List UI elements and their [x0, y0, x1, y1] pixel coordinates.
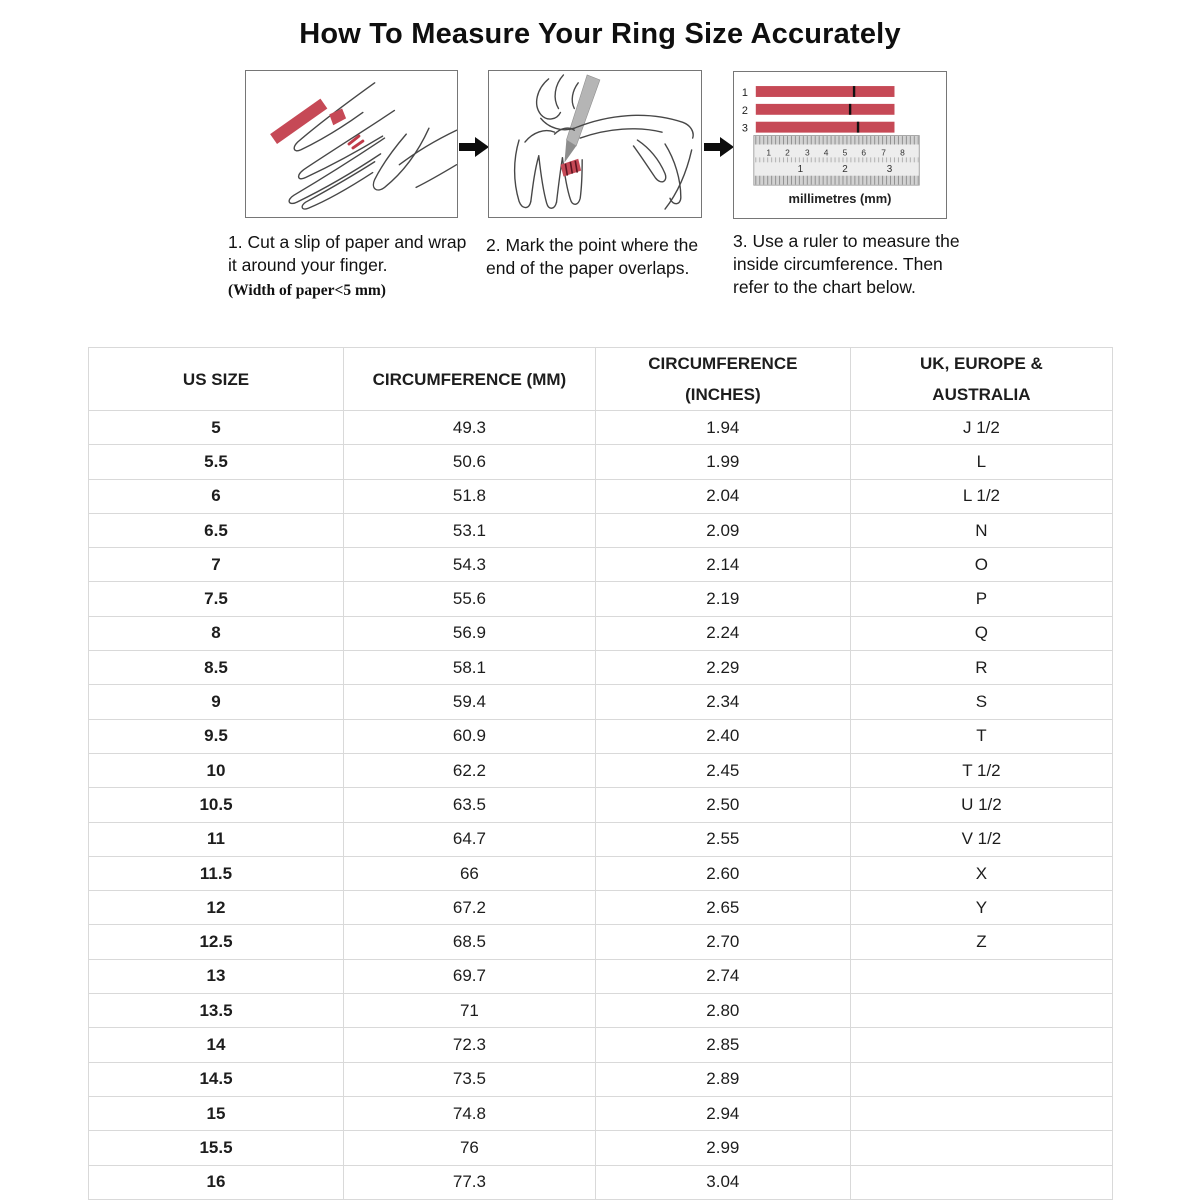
- table-cell: 51.8: [343, 479, 595, 513]
- table-cell: 9: [89, 685, 344, 719]
- table-cell: 2.50: [595, 788, 850, 822]
- svg-text:2: 2: [842, 164, 848, 176]
- paper-strip-icon: [270, 99, 327, 144]
- strips-and-ruler-illustration: [734, 72, 946, 218]
- table-cell: Z: [850, 925, 1112, 959]
- table-cell: [850, 1131, 1112, 1165]
- table-row: [89, 856, 1113, 890]
- table-cell: 9.5: [89, 719, 344, 753]
- table-cell: 2.70: [595, 925, 850, 959]
- table-cell: 53.1: [343, 513, 595, 547]
- table-cell: 58.1: [343, 651, 595, 685]
- table-cell: 50.6: [343, 445, 595, 479]
- step2-illustration-panel: [488, 70, 702, 218]
- table-row: [89, 616, 1113, 650]
- svg-text:3: 3: [886, 164, 893, 176]
- table-row: [89, 959, 1113, 993]
- table-row: [89, 1131, 1113, 1165]
- table-cell: [850, 1062, 1112, 1096]
- table-row: [89, 445, 1113, 479]
- table-row: [89, 513, 1113, 547]
- table-cell: O: [850, 548, 1112, 582]
- table-cell: V 1/2: [850, 822, 1112, 856]
- table-cell: 69.7: [343, 959, 595, 993]
- column-header-us-size: US SIZE: [89, 348, 344, 411]
- table-cell: [850, 1096, 1112, 1130]
- table-row: [89, 479, 1113, 513]
- table-cell: 72.3: [343, 1028, 595, 1062]
- table-cell: 7.5: [89, 582, 344, 616]
- table-cell: 54.3: [343, 548, 595, 582]
- table-cell: 3.04: [595, 1165, 850, 1199]
- step3-illustration-panel: [733, 71, 947, 219]
- table-cell: 2.04: [595, 479, 850, 513]
- ruler-unit-label: millimetres (mm): [788, 190, 892, 206]
- table-cell: 56.9: [343, 616, 595, 650]
- table-cell: 10.5: [89, 788, 344, 822]
- hand-outline: [289, 83, 456, 209]
- table-cell: [850, 994, 1112, 1028]
- strip-label-2: 2: [741, 104, 748, 117]
- finger-band-icon: [329, 108, 346, 125]
- table-cell: 1.94: [595, 411, 850, 445]
- table-cell: 8: [89, 616, 344, 650]
- table-cell: 15.5: [89, 1131, 344, 1165]
- table-cell: 11: [89, 822, 344, 856]
- table-cell: [850, 1028, 1112, 1062]
- measured-hand-outline: [515, 128, 692, 209]
- table-cell: 10: [89, 753, 344, 787]
- table-row: [89, 994, 1113, 1028]
- table-cell: 11.5: [89, 856, 344, 890]
- table-cell: T: [850, 719, 1112, 753]
- table-cell: P: [850, 582, 1112, 616]
- strip-mark-icon: [857, 122, 859, 133]
- table-cell: 71: [343, 994, 595, 1028]
- svg-text:6: 6: [861, 147, 867, 158]
- column-header-circumference-inches: CIRCUMFERENCE (INCHES): [595, 348, 850, 411]
- table-cell: 73.5: [343, 1062, 595, 1096]
- table-row: [89, 1096, 1113, 1130]
- step1-illustration-panel: [245, 70, 458, 218]
- table-cell: 2.80: [595, 994, 850, 1028]
- step1-caption-text: 1. Cut a slip of paper and wrap it around your finger.: [228, 232, 467, 275]
- overlap-mark-icon: [349, 136, 363, 148]
- table-cell: [850, 959, 1112, 993]
- svg-text:7: 7: [881, 147, 886, 158]
- table-row: [89, 822, 1113, 856]
- table-row: [89, 548, 1113, 582]
- column-header-circumference-mm: CIRCUMFERENCE (MM): [343, 348, 595, 411]
- table-cell: R: [850, 651, 1112, 685]
- table-row: [89, 925, 1113, 959]
- table-cell: Q: [850, 616, 1112, 650]
- table-cell: N: [850, 513, 1112, 547]
- table-cell: 2.09: [595, 513, 850, 547]
- table-cell: 7: [89, 548, 344, 582]
- paper-width-note: (Width of paper<5 mm): [228, 281, 386, 299]
- table-row: [89, 788, 1113, 822]
- strip-mark-icon: [849, 104, 851, 115]
- table-cell: 63.5: [343, 788, 595, 822]
- step2-caption: [486, 234, 710, 280]
- svg-text:3: 3: [804, 147, 810, 158]
- table-row: [89, 891, 1113, 925]
- table-row: [89, 1165, 1113, 1199]
- table-cell: 68.5: [343, 925, 595, 959]
- table-cell: 2.89: [595, 1062, 850, 1096]
- size-table-body: [89, 411, 1113, 1200]
- table-row: [89, 685, 1113, 719]
- strip-label-1: 1: [741, 86, 748, 99]
- svg-text:2: 2: [785, 147, 790, 158]
- table-header-row: [89, 348, 1113, 411]
- hand-with-paper-strip-illustration: [246, 71, 457, 217]
- table-row: [89, 753, 1113, 787]
- svg-text:5: 5: [842, 147, 848, 158]
- table-cell: 15: [89, 1096, 344, 1130]
- table-cell: L 1/2: [850, 479, 1112, 513]
- svg-text:1: 1: [797, 164, 804, 176]
- table-cell: U 1/2: [850, 788, 1112, 822]
- table-cell: 2.60: [595, 856, 850, 890]
- table-cell: Y: [850, 891, 1112, 925]
- table-cell: 5: [89, 411, 344, 445]
- marking-pencil-illustration: [489, 71, 701, 217]
- table-cell: 1.99: [595, 445, 850, 479]
- table-cell: 2.55: [595, 822, 850, 856]
- table-cell: 5.5: [89, 445, 344, 479]
- table-cell: 8.5: [89, 651, 344, 685]
- table-cell: 59.4: [343, 685, 595, 719]
- table-cell: 2.65: [595, 891, 850, 925]
- table-cell: 2.34: [595, 685, 850, 719]
- table-cell: 55.6: [343, 582, 595, 616]
- ruler-icon: [754, 136, 919, 186]
- table-cell: 74.8: [343, 1096, 595, 1130]
- table-cell: S: [850, 685, 1112, 719]
- table-cell: 2.74: [595, 959, 850, 993]
- table-cell: X: [850, 856, 1112, 890]
- table-cell: [850, 1165, 1112, 1199]
- table-cell: 66: [343, 856, 595, 890]
- table-cell: T 1/2: [850, 753, 1112, 787]
- table-row: [89, 1062, 1113, 1096]
- table-row: [89, 651, 1113, 685]
- table-cell: 2.45: [595, 753, 850, 787]
- strip-mark-icon: [853, 86, 855, 97]
- arrow-right-icon: [459, 135, 489, 159]
- table-cell: 14: [89, 1028, 344, 1062]
- measured-strips: [756, 86, 895, 133]
- table-cell: 12.5: [89, 925, 344, 959]
- table-cell: L: [850, 445, 1112, 479]
- table-row: [89, 411, 1113, 445]
- table-cell: 2.19: [595, 582, 850, 616]
- table-cell: 12: [89, 891, 344, 925]
- table-cell: 76: [343, 1131, 595, 1165]
- table-cell: 13.5: [89, 994, 344, 1028]
- table-cell: 62.2: [343, 753, 595, 787]
- strip-label-3: 3: [741, 122, 748, 135]
- svg-text:1: 1: [766, 147, 772, 158]
- table-cell: 77.3: [343, 1165, 595, 1199]
- svg-text:8: 8: [900, 147, 905, 158]
- table-cell: 14.5: [89, 1062, 344, 1096]
- step3-caption-text: 3. Use a ruler to measure the inside circumference. Then refer to the chart below.: [733, 231, 960, 297]
- svg-text:4: 4: [823, 147, 829, 158]
- table-cell: 2.24: [595, 616, 850, 650]
- table-cell: 16: [89, 1165, 344, 1199]
- table-row: [89, 582, 1113, 616]
- table-cell: J 1/2: [850, 411, 1112, 445]
- table-cell: 6.5: [89, 513, 344, 547]
- ring-size-table: [88, 347, 1113, 1200]
- table-cell: 60.9: [343, 719, 595, 753]
- step1-caption: [228, 231, 472, 301]
- table-cell: 64.7: [343, 822, 595, 856]
- table-cell: 6: [89, 479, 344, 513]
- table-cell: 2.99: [595, 1131, 850, 1165]
- table-cell: 67.2: [343, 891, 595, 925]
- table-cell: 2.14: [595, 548, 850, 582]
- table-row: [89, 719, 1113, 753]
- page-title: How To Measure Your Ring Size Accurately: [299, 18, 901, 50]
- table-cell: 13: [89, 959, 344, 993]
- step2-caption-text: 2. Mark the point where the end of the paper overlaps.: [486, 235, 699, 278]
- table-cell: 2.94: [595, 1096, 850, 1130]
- table-row: [89, 1028, 1113, 1062]
- column-header-uk-europe-australia: UK, EUROPE & AUSTRALIA: [850, 348, 1112, 411]
- arrow-right-icon: [704, 135, 734, 159]
- table-cell: 2.85: [595, 1028, 850, 1062]
- table-cell: 2.29: [595, 651, 850, 685]
- table-cell: 49.3: [343, 411, 595, 445]
- holding-hand-outline: [537, 75, 694, 138]
- step3-caption: [733, 230, 965, 298]
- table-cell: 2.40: [595, 719, 850, 753]
- pencil-icon: [566, 75, 600, 146]
